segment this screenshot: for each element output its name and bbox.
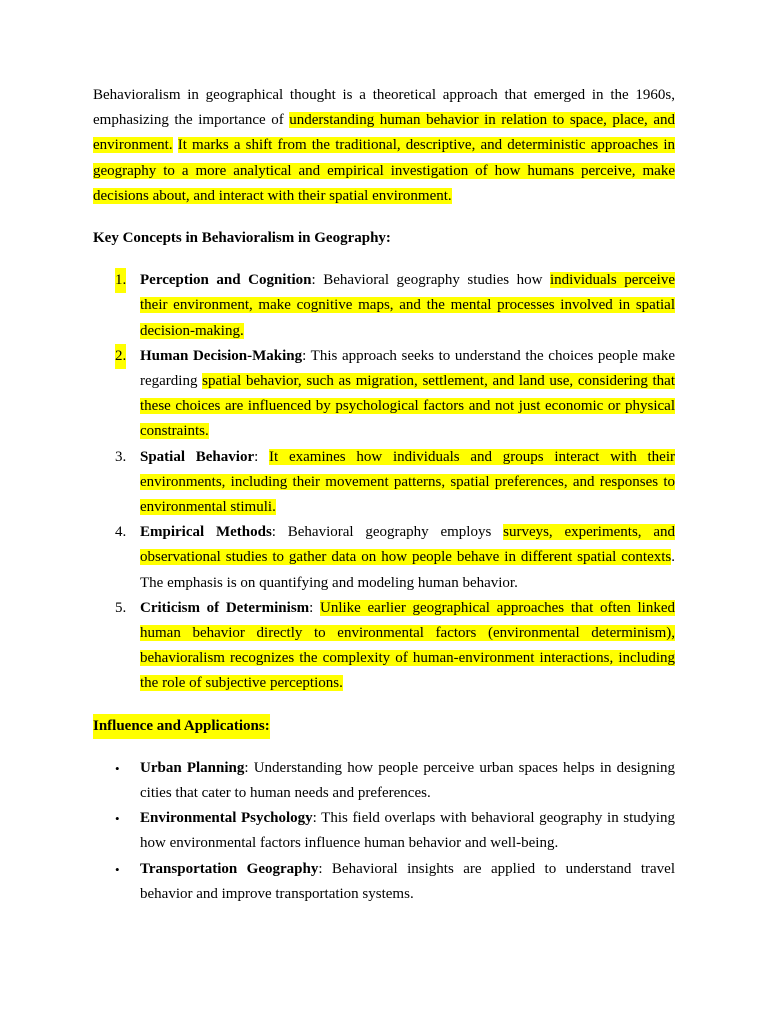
separator: : bbox=[254, 448, 270, 465]
concept-text: Behavioral geography employs bbox=[287, 524, 504, 541]
concept-highlight: surveys, experiments, and observational studies to gather data on how people behave in different spatial contexts bbox=[140, 524, 675, 566]
concept-highlight: It examines how individuals and groups interact with their environments, including their movement patterns, spatial preferences, and responses to environmental stimuli. bbox=[140, 448, 676, 516]
list-item bbox=[93, 268, 675, 344]
list-number: 1. bbox=[115, 268, 126, 293]
concept-text-post: . The emphasis is on quantifying and modeling human behavior. bbox=[140, 549, 675, 591]
intro-highlight: It marks a shift from the traditional, descriptive, and deterministic approaches in geography to a more analytical and empirical investigation of how humans perceive, make decisions about, and interact with their spatial environment. bbox=[93, 137, 676, 204]
application-text: : Understanding how people perceive urban spaces helps in designing cities that cater to human needs and preferences. bbox=[140, 759, 675, 802]
concept-highlight: spatial behavior, such as migration, settlement, and land use, considering that these choices are influenced by psychological factors and not just economic or physical constraints. bbox=[140, 373, 675, 440]
document-page bbox=[93, 83, 675, 907]
list-item bbox=[93, 756, 675, 806]
concept-text: This approach seeks to understand the choices people make regarding bbox=[140, 347, 675, 390]
concept-text: Behavioral geography studies how bbox=[323, 272, 550, 289]
concept-title: Human Decision-Making bbox=[140, 347, 303, 364]
application-text: : This field overlaps with behavioral geography in studying how environmental factors influence human behavior and well-being. bbox=[140, 810, 675, 852]
concept-title: Spatial Behavior bbox=[140, 448, 255, 465]
application-text: : Behavioral insights are applied to understand travel behavior and improve transportation systems. bbox=[140, 860, 675, 902]
application-title: Transportation Geography bbox=[140, 860, 319, 877]
concept-highlight: Unlike earlier geographical approaches that often linked human behavior directly to environmental factors (environmental determinism), behavioralism recognizes the complexity of human-environment interactions, including the role of subjective perceptions. bbox=[140, 599, 675, 692]
list-item bbox=[93, 806, 675, 856]
intro-text: Behavioralism in geographical thought is a theoretical approach that emerged in the 1960s, emphasizing the importance of bbox=[93, 87, 675, 129]
applications-list bbox=[93, 756, 675, 907]
separator: : bbox=[309, 599, 321, 616]
concept-title: Criticism of Determinism bbox=[140, 599, 310, 616]
list-item bbox=[93, 445, 675, 521]
list-number: 3. bbox=[115, 448, 127, 465]
concept-title: Empirical Methods bbox=[140, 524, 272, 541]
application-title: Urban Planning bbox=[140, 759, 245, 776]
list-item bbox=[93, 596, 675, 697]
separator: : bbox=[271, 524, 288, 541]
application-title: Environmental Psychology bbox=[140, 810, 313, 827]
bullet-icon: • bbox=[115, 760, 120, 776]
list-number: 5. bbox=[115, 599, 127, 616]
key-concepts-heading: Key Concepts in Behavioralism in Geography: bbox=[93, 230, 391, 247]
list-item bbox=[93, 857, 675, 907]
intro-highlight: understanding human behavior in relation to space, place, and environment. bbox=[93, 112, 675, 154]
influence-heading: Influence and Applications: bbox=[93, 714, 270, 739]
list-item bbox=[93, 520, 675, 596]
list-number: 2. bbox=[115, 344, 126, 369]
list-item bbox=[93, 344, 675, 445]
concepts-list bbox=[93, 268, 675, 696]
bullet-icon: • bbox=[115, 861, 120, 877]
intro-text-spacer bbox=[173, 137, 178, 153]
concept-highlight: individuals perceive their environment, make cognitive maps, and the mental processes involved in spatial decision-making. bbox=[140, 272, 675, 339]
separator: : bbox=[311, 272, 324, 289]
bullet-icon: • bbox=[115, 811, 120, 827]
list-number: 4. bbox=[115, 524, 127, 541]
concept-title: Perception and Cognition bbox=[140, 272, 312, 289]
intro-paragraph bbox=[93, 83, 675, 209]
separator: : bbox=[302, 347, 311, 364]
